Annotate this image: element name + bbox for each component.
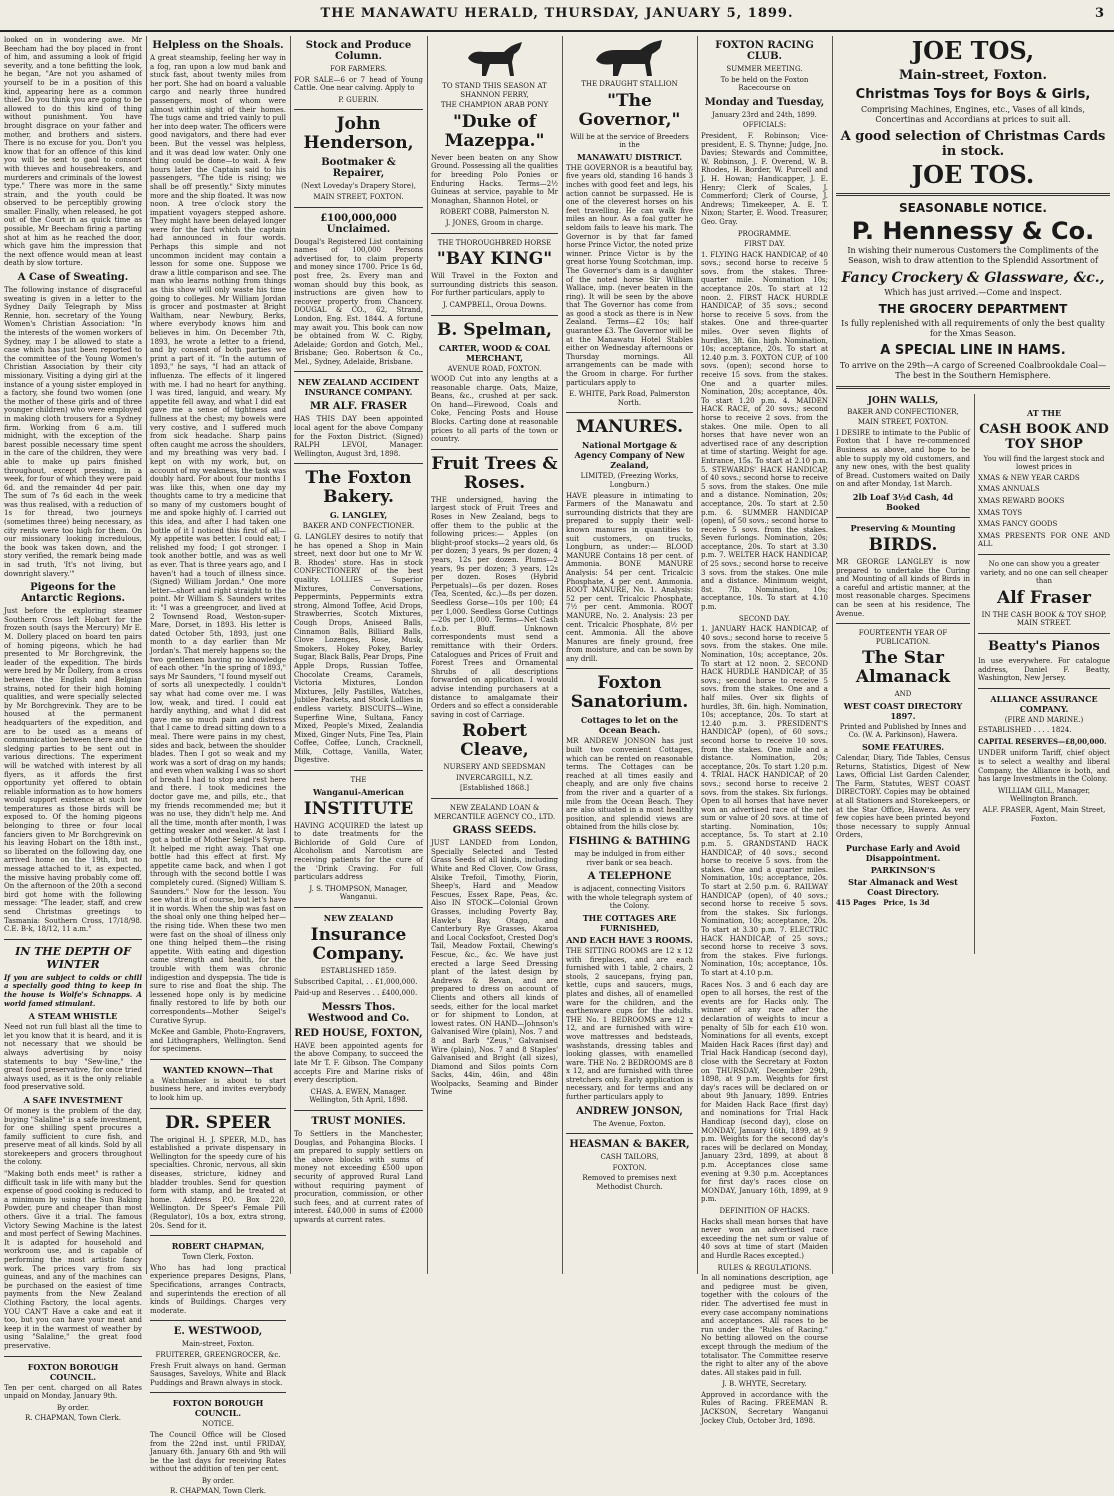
article-text: looked on in wondering awe. Mr Beecham had the boy placed in front of him, and assuming a look of frigid severity, and a tone befitting the look, he began, "Are not you ashamed of yourself to be in a position of this kind, appearing here as a common thief. Do you think you are going to be allowed to do this kind of thing without punishment. You have brought disgrace on your father and mother, and brothers and sisters. There is no excuse for you. Don't you know that for an offence of this kind you will be sent to gaol to consort with thieves and housebreakers, and murderers and criminals of the lowest type." There was more in the same strain, and the youth could be observed to be perceptibly growing smaller. Finally, when released, he got out of the Court in as quick time as possible, Mr Beecham firing a parting shot at him as he reached the door, which gave him the impression that the next offence would mean at least death by slow torture. xyxy=(4,36,142,268)
notice-text: The Council Office will be Closed from the 22nd inst. until FRIDAY, January 6th. January 6th and 9th will be the last days for receiving Rates without the addition of ten per cent. xyxy=(150,1430,286,1474)
ad-heading: Robert Cleave, xyxy=(460,721,529,761)
ad-text: may be indulged in from either river bank or sea beach. xyxy=(574,850,685,867)
ad-subheading: G. LANGLEY, xyxy=(329,510,388,521)
article-text: The following instance of disgraceful sweating is given in a letter to the Sydney Daily Telegraph by Miss Rennie, hon. secretary of the Young Women's Christian Association: "In the interests of the women workers of Sydney, may I be allowed to state a case which has just been reported to the committee of the Young Women's Christian Association by their city missionary. Visiting a dying girl at the instance of a young sister employed in a factory, she found two women (one the mother of these girls and of three younger children) who were employed in making cloth trousers for a Sydney firm. Working from 6 a.m. till midnight, with the exception of the barest possible necessary time spent in the care of the children, they were able to make up pairs finished throughout, except pressing, in a week, for four of which they were paid 6d. and the remainder 4d per pair. The sum of 7s 6d each in the week was thus realised, with a reduction of 1s for thread, two journeys (sometimes three) being necessary, as city rents were too high for them. On our missionary looking incredulous, the book was taken down, and the story verified, the remark being made in sad truth, 'It's not living, but downright slavery.'" xyxy=(4,286,142,578)
ad-heading: "Duke of Mazeppa." xyxy=(444,111,545,151)
ad-heading: A good selection of Christmas Cards in stock. xyxy=(840,129,1106,159)
ad-heading: JOHN WALLS, xyxy=(867,395,939,406)
ad-text: AVENUE ROAD, FOXTON. xyxy=(447,364,542,373)
ad-text: ESTABLISHED 1859. xyxy=(320,967,397,975)
divider xyxy=(978,554,1110,555)
ad-text: MAIN STREET, FOXTON. xyxy=(313,192,404,201)
notice-heading: FOXTON BOROUGH COUNCIL. xyxy=(27,1361,119,1382)
ad-text: LIMITED, (Freezing Works, Longburn.) xyxy=(580,472,679,489)
divider xyxy=(431,233,558,234)
column-rule xyxy=(974,394,975,954)
ad-text: Approved in accordance with the Rules of Racing. FREEMAN R. JACKSON, Secretary Wanganui Jockey Club, October 3rd, 1898. xyxy=(701,1390,828,1425)
ad-subheading: BAKER AND CONFECTIONER, xyxy=(847,407,959,416)
column-rule xyxy=(427,36,428,1274)
ad-subheading: A TELEPHONE xyxy=(587,871,672,883)
ad-heading: "The Governor," xyxy=(578,90,681,130)
divider xyxy=(4,1356,142,1357)
column-rule xyxy=(290,36,291,1274)
ad-text: The original H. J. SPEER, M.D., has established a private dispensary in Wellington for the speedy cure of his specialties. Chronic, nervous, all skin diseases, stricture, kidney and bladder troubles. Send for question form with stamp, and be treated at home. Address P.O. Box 220, Wellington. Dr Speer's Female Pill (Regulator), 10s a box, extra strong, 20s. Send for it. xyxy=(150,1135,286,1230)
ad-text: Subscribed Capital, . . £1,000,000. xyxy=(294,977,418,986)
ad-text: Removed to premises next Methodist Church. xyxy=(582,1174,677,1192)
ad-text: HAVING ACQUIRED the latest up to date treatments for the Bichloride of Gold Cure of Alcoholism and Narcotism are receiving patients for the cure of the 'Drink Craving. For full particulars address xyxy=(294,821,423,882)
ad-subheading: (FIRE AND MARINE.) xyxy=(1004,715,1084,724)
ad-sign: ANDREW JONSON, xyxy=(576,1105,683,1117)
column-rule xyxy=(146,36,147,1274)
ad-subheading: THE THOROUGHBRED HORSE xyxy=(437,238,552,247)
ad-text: Which has just arrived.—Come and inspect. xyxy=(884,288,1062,297)
ad-subheading: THE COTTAGES ARE FURNISHED, xyxy=(582,912,677,933)
divider xyxy=(150,1320,286,1321)
ad-heading: WANTED KNOWN—That xyxy=(163,1064,273,1075)
notice-sign: R. CHAPMAN, Town Clerk. xyxy=(170,1487,266,1496)
divider xyxy=(431,315,558,316)
ad-text: McKee and Gamble, Photo-Engravers, and Lithographers, Wellington. Send for specimens. xyxy=(150,1028,286,1054)
ad-heading: £100,000,000 Unclaimed. xyxy=(320,212,397,235)
notice-heading: FOXTON BOROUGH COUNCIL. xyxy=(172,1398,264,1419)
ad-text: Hacks shall mean horses that have never won an advertised race exceeding the net sum or value of 40 sovs at time of start (Maiden and Hurdle Races excepted.) xyxy=(701,1217,828,1260)
ad-heading: P. Hennessy & Co. xyxy=(851,217,1095,245)
ad-heading: Fruit Trees & Roses. xyxy=(431,453,558,493)
ad-subheading: NEW ZEALAND xyxy=(323,913,394,923)
ad-text: President, F. Robinson; Vice-president, E. S. Thynne; Judge, Jno. Davies; Stewards and Committee, W. Robinson, J. F. Overend, W. B. Rhodes, H. Border, W. Purcell and J. H. Howan; Handicapper, J. E. Henry; Clerk of Scales, J. Commerford; Clerk of Course, J. Andrews; Timekeeper, A. E. T. Nixon; Starter, E. Wood. Treasurer, Geo. Gray. xyxy=(701,131,828,226)
ad-subheading: Purchase Early and Avoid Disappointment. xyxy=(845,843,961,863)
ad-heading: FOXTON RACING CLUB. xyxy=(715,40,814,62)
divider xyxy=(294,1110,423,1111)
notice-subheading: NOTICE. xyxy=(202,1420,234,1429)
ad-subheading: THE DRAUGHT STALLION xyxy=(581,80,678,88)
ad-heading: The Foxton Bakery. xyxy=(305,468,412,508)
ad-heading: THE GROCERY DEPARTMENT xyxy=(878,301,1068,316)
ad-text: THE GOVERNOR is a beautiful bay, five years old, standing 16 hands 3 inches with good feet and legs, his action cannot be surpassed. He is one of the cleverest horses on his feet travelling. He can walk five miles an hour. As a foal gutter he seldom fails to leave his mark. The Governor is by that far famed horse Prince Victor, the noted prize winner. Prince Victor is by the great horse Young Scotchman, imp. The Governor's dam is a daughter of the noted horse Sir William Wallace, imp. (never beaten in the ring). It will be seen by the above that The Governor has come from as good a stock as there is in New Zealand. Terms—£2 10s; half guarantee £3. The Governor will be at the Manawatu Hotel Stables either on Wednesday afternoons or Thursday mornings. All arrangements can be made with the Groom in charge. For further particulars apply to xyxy=(566,163,693,387)
ad-text: HAS THIS DAY been appointed local agent for the above Company for the Foxton District. (Signed) RALPH LEVOI, Manager. Wellington, August 3rd, 1898. xyxy=(294,415,423,458)
ad-heading: RED HOUSE, FOXTON, xyxy=(294,1027,423,1039)
divider xyxy=(294,770,423,771)
ad-text: THE xyxy=(350,776,367,785)
ad-text: To be held on the Foxton Racecourse on xyxy=(720,75,809,93)
column-3 xyxy=(294,36,423,1276)
ad-text: MAIN STREET, FOXTON. xyxy=(857,418,949,427)
column-rule xyxy=(562,36,563,1274)
ad-heading: B. Spelman, xyxy=(437,319,552,340)
article-heading: Pigeons for the Antarctic Regions. xyxy=(21,582,125,605)
ad-sign: ROBERT COBB, Palmerston N. xyxy=(439,208,550,217)
notice-sign: By order. xyxy=(201,1476,235,1485)
ad-text: THE undersigned, having the largest stock of Fruit Trees and Roses in New Zealand, begs to offer them to the public at the following prices:— Apples (on blight-proof stocks—2 years old, 6s per dozen; 3 years, 9s per dozen; 4 years, 12s per dozen. Plums—2 years, 9s per dozen; 3 years, 12s per dozen. Roses (Hybrid Perpetuals)—6s per dozen. Roses (Tea, Scented, &c.)—8s per dozen. Seedless Gorse—10s per 100; £4 per 1,000. Seedless Gorse Cuttings—20s per 1,000. Terms—Net Cash f.o.b. Bluff. Unknown correspondents must send a remittance with their Orders. Catalogues and Prices of Fruit and Forest Trees and Ornamental Shrubs of all descriptions forwarded on application. I would advise intending purchasers at a distance to amalgamate their Orders and so effect a considerable saving in cost of Carriage. xyxy=(431,495,558,719)
divider xyxy=(566,1133,693,1134)
article-heading: A Case of Sweating. xyxy=(17,272,129,284)
ad-sign: ALF. FRASER, Agent, Main Street, Foxton. xyxy=(982,806,1106,823)
ad-subheading: SOME FEATURES. xyxy=(862,742,944,753)
divider xyxy=(150,1392,286,1393)
ad-text: Will Travel in the Foxton and surrounding districts this season. For further particulars, apply to xyxy=(431,272,558,298)
list-item: XMAS FANCY GOODS xyxy=(978,520,1058,529)
ad-text: MR ANDREW JONSON has just built two convenient Cottages, which can be rented on reasonable terms. The Cottages can be reached at all times easily and cheaply, and are only five chains from the river and a quarter of a mile from the Ocean Beach. They are also situated in a most healthy position, and splendid views are obtained from the hills close by. xyxy=(566,737,693,832)
ad-text: If you are subject to colds or chill a specially good thing to keep in the house is Wolfe's Schnapps. A world famed stimulant. xyxy=(4,972,142,1008)
page-number: 3 xyxy=(1094,6,1104,21)
ad-heading: The Star Almanack xyxy=(855,648,951,688)
ad-heading: TRUST MONIES. xyxy=(311,1115,406,1127)
ad-subheading: Main-street, Foxton. xyxy=(181,1340,255,1349)
column-6 xyxy=(701,36,828,1425)
ad-subheading: Preserving & Mounting xyxy=(850,522,956,533)
ad-text: is adjacent, connecting Visitors with the whole telegraph system of the Colony. xyxy=(566,885,693,911)
ad-heading: Star Almanack and West Coast Directory. xyxy=(848,877,958,897)
ad-heading: BIRDS. xyxy=(868,534,938,555)
ad-subheading: SUMMER MEETING. xyxy=(726,65,803,73)
divider xyxy=(150,1059,286,1060)
column-1 xyxy=(4,36,142,1423)
ad-subheading: INVERCARGILL, N.Z. xyxy=(456,773,533,782)
ad-heading: John Henderson, xyxy=(303,114,414,154)
column-rule xyxy=(832,36,833,1274)
ad-subheading: Town Clerk, Foxton. xyxy=(182,1253,254,1262)
ad-text: Need not run full blast all the time to let you know that it is heard, and it is not necessary that we should be always advertising by noisy statements to buy "Sew-line," the great food preservative, for once tried always used, as it is the only reliable food preservative sold. xyxy=(4,1023,142,1092)
ad-heading: "BAY KING" xyxy=(436,249,553,270)
ad-heading: A SPECIAL LINE IN HAMS. xyxy=(880,342,1066,358)
ad-text: Races Nos. 3 and 6 each day are open to all horses, the rest of the events are for Hacks only. The winner of any race after the declaration of weights to incur a penalty of 5lb for each £10 won. Nominations for all events, except Maiden Hack Races (first day) and Trial Hack Handicap (second day), close with the Secretary at Foxton on THURSDAY, December 29th, 1898, at 9 p.m. Weights for first day's races will be declared on or about 9th January, 1899. Entries for Maiden Hack Race (first day) and nominations for Trial Hack Handicap (second day), close on MONDAY, January 16th, 1899, at 9 p.m. Weights for the second day's races will be declared on Monday, January 23rd, 1899, at about 8 p.m. Acceptances close same evening at 9.30 p.m. Acceptances for first day's races close on MONDAY, January 16th, 1899, at 9 p.m. xyxy=(701,980,828,1204)
ad-heading: MANURES. xyxy=(575,417,684,438)
divider xyxy=(4,939,142,940)
divider xyxy=(294,207,423,208)
divider xyxy=(566,412,693,413)
ad-text xyxy=(836,899,970,908)
ad-subheading: OFFICIALS: xyxy=(742,121,787,130)
ad-heading: Foxton Sanatorium. xyxy=(570,673,689,713)
article-text: Just before the exploring steamer Southern Cross left Hobart for the frozen south (says the Mercury) Mr E. M. Dollery placed on board ten pairs of homing pigeons, which he had presented to Mr Borchgrevink, the leader of the expedition. The birds were bred by Mr Dollery, from a cross between the English and Belgian strains, noted for their high homing qualities, and were specially selected by Mr Borchgrevink. They are to be housed at the permanent headquarters of the expedition, and are to be used as a means of communication between there and the sledging parties to be sent out in various directions. The experiment will be watched with interest by all flyers, as it affords the first opportunity yet offered to obtain reliable information as to how homers would support existence at such low temperatures as those birds will be exposed to. Of the homing pigeons belonging to three or four local fanciers given to Mr Borchgrevink on his leaving Hobart on the 18th inst., so liberated on the following day, one arrived home on the 19th, but no message attached to it, as expected, the missive having probably come off. On the afternoon of the 20th a second bird got home with the following message: "The leader, staff, and crew send Christmas greetings to Tasmania: Southern Cross, 17/18/98. C.E. B-k, 18/12, 11 a.m." xyxy=(4,607,142,934)
ad-subheading: AT THE xyxy=(1026,407,1062,418)
ad-text: IN THE CASH BOOK & TOY SHOP, MAIN STREET. xyxy=(981,610,1107,628)
ad-text: Is fully replenished with all requirements of only the best quality for the Xmas Season. xyxy=(841,318,1105,338)
notice-text: Ten per cent. charged on all Rates unpaid on Monday, January 9th. xyxy=(4,1383,142,1401)
ad-text: Will be at the service of Breeders in the xyxy=(570,132,689,150)
masthead-title: THE MANAWATU HERALD, THURSDAY, JANUARY 5, 1899. xyxy=(320,6,794,21)
ad-heading: E. WESTWOOD, xyxy=(173,1326,263,1338)
ad-text: January 23rd and 24th, 1899. xyxy=(712,110,817,119)
ad-subheading: FOR FARMERS. xyxy=(330,65,387,73)
column-5 xyxy=(566,36,693,1276)
column-2 xyxy=(150,36,286,1496)
ad-heading: HEASMAN & BAKER, xyxy=(569,1139,690,1151)
ad-heading: ALLIANCE ASSURANCE COMPANY. xyxy=(990,693,1098,714)
ad-text: To Settlers in the Manchester, Douglas, and Pohangina Blocks. I am prepared to supply settlers on the above blocks with sums of money not exceeding £500 upon security of approved Rural Land without requiring payment of procuration, commission, or other such fees, and at current rates of interest. £40,000 in sums of £2000 upwards at current rates. xyxy=(294,1129,423,1224)
column-7 xyxy=(836,36,1110,1276)
ad-text: Calendar, Diary, Tide Tables, Census Returns, Statistics, Digest of New Laws, Official List Garden Calender, The Farm, Statutes, WEST COAST DIRECTORY. Copies may be obtained at all Stationers and Storekeepers, or at the Star Office, Hawera. As very few copies have been printed beyond those necessary to supply Annual Orders, xyxy=(836,754,970,840)
notice-sign: R. CHAPMAN, Town Clerk. xyxy=(25,1414,121,1423)
ad-heading: GRASS SEEDS. xyxy=(452,825,537,837)
ad-sign: J. S. THOMPSON, Manager, Wanganui. xyxy=(309,884,408,902)
ad-heading: INSTITUTE xyxy=(303,798,414,819)
ad-heading: Alf Fraser xyxy=(997,587,1091,608)
ad-subheading: PARKINSON'S xyxy=(870,865,936,875)
divider xyxy=(566,668,693,669)
ad-text: Paid-up and Reserves . . £400,000. xyxy=(294,989,418,998)
divider xyxy=(836,623,970,624)
ad-heading: Beatty's Pianos xyxy=(988,638,1100,654)
ad-subheading: AND EACH HAVE 3 ROOMS. xyxy=(566,934,693,945)
ad-text: Dougal's Registered List containing names of 100,000 Persons advertised for, to claim property and money since 1700. Price 1s 6d, post free, 2s. Every man and woman should buy this book, as instructions are given how to recover property from Chancery. DOUGAL & CO., 62, Strand, London, Eng. Est. 1844. A fortune may await you. This book can now be obtained from W. C. Rigby, Adelaide; Gordon and Gotch, Mel., Brisbane; Geo. Robertson & Co., Mel., Sydney, Adelaide, Brisbane. xyxy=(294,237,423,366)
divider xyxy=(150,1108,286,1109)
ad-subheading: National Mortgage & Agency Company of New Zealand, xyxy=(574,440,685,471)
notice-sign: By order. xyxy=(56,1403,90,1412)
ad-subheading: RULES & REGULATIONS. xyxy=(717,1263,812,1272)
ad-text: Who has had long practical experience prepares Designs, Plans, Specifications, arranges Contracts, and superintends the erection of all kinds of Buildings. Charges very moderate. xyxy=(150,1263,286,1315)
ad-text: In wishing their numerous Customers the Compliments of the Season, wish to draw attention to the Splendid Assortment of xyxy=(847,246,1099,265)
ad-sign: J. CAMPBELL, Oroua Downs. xyxy=(442,300,547,309)
ad-text: 1. FLYING HACK HANDICAP, of 40 sovs.; second horse to receive 5 sovs. from the stakes. Three-quarter mile. Nomination 10s; acceptance 20s. To start at 12 noon. 2. FIRST HACK HURDLE HANDICAP, of 35 sovs.; second horse to receive 5 sovs. from the stakes. One and three-quarter miles. Over seven flights of hurdles, 3ft. 6in. high. Nomination, 10s; acceptance, 20s. To start at 12.40 p.m. 3. FOXTON CUP, of 100 sovs. (open); second horse to receive 15 sovs. from the stakes. One and a quarter miles. Nomination, 20s; acceptance, 40s. To start 1.20 p.m. 4. MAIDEN HACK RACE, of 20 sovs.; second horse to receive 2 sovs. from the stakes. One mile. Open to all horses that have never won an advertised race of any description at time of starting. Weight for age. Entrance, 15s. To start at 2.10 p.m. 5. STEWARDS' HACK HANDICAP, of 40 sovs.; second horse to receive 5 sovs. from the stakes. One mile and a distance. Nomination, 20s; acceptance, 20s. To start at 2.50 p.m. 6. SUMMER HANDICAP (open), of 50 sovs.; second horse to receive 5 sovs. from the stakes. Seven furlongs. Nomination, 20s; acceptance, 20s. To start at 3.30 p.m. 7. WELTER HACK HANDICAP, of 25 sovs.; second horse to receive 3 sovs. from the stakes. One mile and a distance. Minimum weight, 8st. 7lb. Nomination, 10s; acceptance, 10s. To start at 4.10 p.m. xyxy=(701,250,828,612)
ad-subheading: BAKER AND CONFECTIONER. xyxy=(302,522,415,531)
ad-text: FOURTEENTH YEAR OF PUBLICATION. xyxy=(858,629,948,646)
ad-text: To arrive on the 29th—A cargo of Screened Coalbrookdale Coal—The best in the Southern Hemisphere. xyxy=(839,360,1107,380)
divider xyxy=(431,798,558,799)
ad-heading: JOE TOS, xyxy=(911,36,1035,65)
page-count: 415 Pages xyxy=(836,898,876,907)
ad-subheading: WEST COAST DIRECTORY 1897. xyxy=(843,700,963,721)
ad-text: WOOD Cut into any lengths at a reasonable charge. Oats, Maize, Beans, &c., crushed at per sack. On hand—Firewood, Coals and Coke, Fencing Posts and House Blocks. Carting done at reasonable prices to all parts of the town or country. xyxy=(431,375,558,444)
ad-text: No one can show you a greater variety, and no one can sell cheaper than xyxy=(980,559,1108,586)
list-item: XMAS & NEW YEAR CARDS xyxy=(978,473,1080,482)
section-heading: Stock and Produce Column. xyxy=(305,40,412,62)
ad-subheading: NEW ZEALAND LOAN & MERCANTILE AGENCY CO., LTD. xyxy=(433,804,556,821)
ad-text: HAVE been appointed agents for the above Company, to succeed the late Mr T. F. Gibson. The Company accepts Fire and Marine risks of every description. xyxy=(294,1041,423,1085)
ad-heading: 2lb Loaf 3½d Cash, 4d Booked xyxy=(852,491,954,512)
ad-text: CAPITAL RESERVES—£8,00,000. xyxy=(978,736,1107,746)
ad-heading: NEW ZEALAND ACCIDENT INSURANCE COMPANY. xyxy=(297,377,420,398)
ad-heading: ROBERT CHAPMAN, xyxy=(171,1241,265,1252)
column-rule xyxy=(697,36,698,1274)
ad-text: 1. JANUARY HACK HANDICAP, of 40 sovs.; second horse to receive 5 sovs. from the stakes. One mile. Nomination, 10s; acceptance, 20s. To start at 12 noon. 2. SECOND HACK HURDLE HANDICAP, of 35 sovs.; second horse to receive 5 sovs. from the stakes. One and a half miles. Over six flights of hurdles, 3ft. 6in. high. Nomination, 10s; acceptance, 20s. To start at 12.40 p.m. 3. PRESIDENT'S HANDICAP (open), of 60 sovs.; second horse to receive 10 sovs. from the stakes. One mile and a distance. Nomination, 20s; acceptance, 20s. To start 1.20 p.m. 4. TRIAL HACK HANDICAP, of 20 sovs.; second horse to receive 2 sovs. from the stakes. Six furlongs. Open to all horses that have never won an advertised race of the net sum or value of 20 sovs. at time of starting. Nomination, 10s; acceptance, 5s. To start at 2.10 p.m. 5. GRANDSTAND HACK HANDICAP, of 40 sovs.; second horse to receive 5 sovs. from the stakes. One and a quarter miles. Nomination, 10s; acceptance, 20s. To start at 2.50 p.m. 6. RAILWAY HANDICAP (open), of 40 sovs.; second horse to receive 5 sovs. from the stakes. Six furlongs. Nomination, 10s; acceptance, 20s. To start at 3.30 p.m. 7. ELECTRIC HACK HANDICAP, of 25 sovs.; second horse to receive 3 sovs. from the stakes. Five furlongs. Nomination, 10s; acceptance, 10s. To start at 4.10 p.m. xyxy=(701,625,828,977)
divider xyxy=(836,517,970,518)
article-text: A great steamship, feeling her way in a fog, ran upon a low mud bank and stuck fast, about twenty miles from her port. She had on board a valuable cargo and nearly three hundred passengers, most of whom were almost within sight of their homes. The tugs came and tried vainly to pull her into deep water. The officers were good navigators, and there had ever been. But the vessel was helpless, and it was dead low water. Only one thing could be done—to wait. A few hours later the Captain said to his passengers, "The tide is rising; we shall be off presently." Sixty minutes more and the ship floated. It was now noon. A tree o'clock story the impatient voyagers stepped ashore. They might have been delayed longer were for the fact which the captain had announced in four words. Perhaps this simple and not uncommon incident may contain a lesson for some one. Suppose we draw a little comparison and see. The man who learns nothing from things as this show will only waste his time going to colleges. Mr William Jordan is grocer and postmaster at Bright Waltham, near Newbury, Berks, where everybody knows him and believes in him. On December 7th, 1893, he wrote a letter to a friend, and by consent of both parties we print a part of it. "In the autumn of 1893," he says, "I had an attack of influenza. The effects of it lingered with me. I had no heart for anything. I was tired, languid, and weary. My appetite fell away, and what I did eat gave me a sense of tightness and fullness at the chest; my bowels were very costive, and I suffered much from sick headache. Sharp pains often caught me across the shoulders, and my breathing was very bad. I kept on with my work, but, on account of my weakness, the task was doubly hard. For about four months I was like this, when one day my thoughts came to try a medicine that so many of my customers bought of me and spoke highly of. I carried out this idea, and after I had taken one bottle of it I noticed this first of all—My appetite was better. I could eat; I relished my food; I got stronger. I took another bottle, and was as well as ever. That is three years ago, and I haven't had a touch of illness since. (Signed) William Jordan." One more letter—short and right straight to the point. Mr William S. Saunders writes it: "I was a greengrocer, and lived at 2 Townsend Road, Weston-super-Mare, Dorset, in 1893. His letter is dated October 5th, 1893, just one month to a day earlier than Mr Jordan's. That merely happens so; the two gentlemen having no knowledge of each other. "In the spring of 1893," says Mr Saunders, "I found myself out of sorts all unexpectedly. I couldn't say what had come over me. I was low, weak, and tired. I could eat hardly anything, and what I did eat gave me so much pain and distress that I came to dread sitting down to a meal. There were pains in my chest, sides and back, between the shoulder blades. Then I got so weak and my work was a sort of drag on my hands; and even when walking I was so short of breath I had to stop and rest here and there. I took medicines the doctor gave me, and pills, etc., that my friends recommended me; but it was no use, they didn't help me. And all the time, month after month, I was getting weaker and weaker. At last I got a bottle of Mother Seigel's Syrup. It helped me right away. That one bottle had this effect at first. My appetite came back, and when I got through with the second bottle I was completely cured. (Signed) William S. Saunders." Now for the lesson. You see what it is of course, but let's have it in words. When the ship was fast on the shoal only one thing helped her—the rising tide. When these two men were fast on the shoal of illness only one thing helped them—the rising appetite. With eating and digestion came strength and health, for the trouble with them was chronic indigestion and dyspepsia. The tide is sure to rise and float the ship. The lessened hope only is by medicine finally restored to life by both our correspondents—Mother Seigel's Curative Syrup. xyxy=(150,54,286,1025)
ad-heading: Christmas Toys for Boys & Girls, xyxy=(855,87,1091,102)
ad-heading: JOE TOS. xyxy=(911,160,1035,189)
ad-subheading: FOXTON. xyxy=(612,1163,647,1172)
ad-text: Of money is the problem of the day, buying "Salaline" is a safe investment, for one shilling spent procures a family sufficient to cure fish, and preserve meat of all kinds. Sold by all storekeepers and grocers throughout the colony. xyxy=(4,1106,142,1167)
ad-subheading: Wanganui-American xyxy=(313,786,404,797)
ad-sign: E. WHITE, Park Road, Palmerston North. xyxy=(569,390,690,407)
ad-subheading: Monday and Tuesday, xyxy=(704,96,825,108)
ad-subheading: MR ALF. FRASER xyxy=(309,401,408,413)
divider xyxy=(836,386,1110,389)
ad-subheading: Main-street, Foxton. xyxy=(899,68,1047,83)
ad-sign: WILLIAM GILL, Manager, Wellington Branch. xyxy=(997,786,1091,804)
ad-subheading: Bootmaker & Repairer, xyxy=(321,157,396,180)
price: Price, 1s 3d xyxy=(883,898,930,907)
ad-text: JUST LANDED from London, Specially Selected and Tested Grass Seeds of all kinds, including White and Red Clover, Cow Grass, Alsike Trefoil, Timothy, Fiorin, Sheep's, Hard and Meadow Fescues, Essex Rape, Peas, &c. Also IN STOCK—Colonial Grown Grasses, including Poverty Bay, Hawke's Bay, Otago, and Canterbury Rye Grasses, Akaroa and Local Cocksfoot, Crested Dog's Tail, Meadow Foxtail, Chewing's Fescue, &c., &c. We have just erected a large Seed Dressing plant of the latest design by Andrews & Bevan, and are prepared to dress on account of Clients and others all kinds of seeds, either for the local market or for shipment to London, at lowest rates. ON HAND—Johnson's Galvanised Wire (plain), Nos. 7 and 8 and Barb "Zeus," Galvanised Wire (plain), Nos. 7 and 8 Staples' Galvanised and Bright (all sizes), Diamond and Silos points Corn Sacks, 44in, 46in, and 48in Woolpacks, Seaming and Binder Twine xyxy=(431,839,558,1097)
ad-text: I DESIRE to intimate to the Public of Foxton that I have re-commenced Business as above, and hope to be able to supply my old customers, and any new ones, with the best quality of Bread. Customers waited on Daily on and after Monday, 1st March. xyxy=(836,428,970,489)
ad-sign: CHAS. A. EWEN, Manager. Wellington, 5th April, 1898. xyxy=(309,1087,408,1105)
ad-text: Comprising Machines, Engines, etc., Vases of all kinds, Concertinas and Accordians at prices to suit all. xyxy=(861,105,1085,124)
ad-heading: SEASONABLE NOTICE. xyxy=(899,201,1047,215)
divider xyxy=(836,193,1110,196)
list-item: XMAS TOYS xyxy=(978,508,1023,517)
divider xyxy=(294,371,423,372)
ad-subheading: Cottages to let on the Ocean Beach. xyxy=(580,715,679,736)
ad-text: FOR SALE—6 or 7 head of Young Cattle. One near calving. Apply to xyxy=(294,75,423,93)
ad-subheading: FRUITERER, GREENGROCER, &c. xyxy=(155,1350,281,1359)
ad-subheading: PROGRAMME. xyxy=(737,229,792,238)
ad-subheading: Messrs Thos. Westwood and Co. xyxy=(307,1001,410,1024)
ad-heading: A STEAM WHISTLE xyxy=(28,1011,118,1022)
ad-text: [Established 1868.] xyxy=(459,784,530,793)
draught-horse-illustration-icon xyxy=(590,38,670,78)
column-4 xyxy=(431,36,558,1276)
divider xyxy=(294,463,423,464)
ad-subheading: DEFINITION OF HACKS. xyxy=(719,1207,810,1215)
ad-heading: CASH BOOK AND TOY SHOP xyxy=(979,421,1109,452)
ad-subheading: SECOND DAY. xyxy=(738,614,791,623)
list-item: XMAS ANNUALS xyxy=(978,485,1040,494)
list-item: XMAS PRESENTS FOR ONE AND ALL xyxy=(978,531,1110,549)
divider xyxy=(150,1235,286,1236)
ad-subheading: THE CHAMPION ARAB PONY xyxy=(440,101,549,110)
ad-text: a Watchmaker is about to start business here, and invites everybody to look him up. xyxy=(150,1076,286,1103)
ad-heading: IN THE DEPTH OF WINTER xyxy=(15,944,131,971)
ad-sign: J. B. WHYTE, Secretary. xyxy=(722,1380,807,1389)
ad-text: Never been beaten on any Show Ground. Possessing all the qualities for breeding Polo Ponies or Enduring Hacks. Terms—2½ Guineas at service, payable to Mr Monaghan, Shannon Hotel, or xyxy=(431,153,558,205)
ad-subheading: MANAWATU DISTRICT. xyxy=(576,151,682,162)
divider xyxy=(978,688,1110,689)
ad-text: ESTABLISHED . . . . 1824. xyxy=(978,726,1072,735)
ad-text: The Avenue, Foxton. xyxy=(593,1119,666,1128)
ad-subheading: NURSERY AND SEEDSMAN xyxy=(443,763,546,772)
ad-text: Printed and Published by Innes and Co. (W. A. Parkinson), Hawera. xyxy=(839,722,967,740)
ad-heading: Insurance Company. xyxy=(310,925,407,964)
ad-sign: J. JONES, Groom in charge. xyxy=(445,218,544,227)
ad-subheading: TO STAND THIS SEASON AT SHANNON FERRY, xyxy=(442,82,547,99)
ad-text: In all nominations description, age and pedigree must be given, together with the colours of the rider. The advertised fee must in every case accompany nominations and acceptances. All races to be run under the "Rules of Racing." No betting allowed on the course except through the medium of the totalisator. The Committee reserve the right to alter any of the above dates. All stakes paid in full. xyxy=(701,1274,828,1377)
ad-heading: DR. SPEER xyxy=(165,1112,271,1133)
list-item: XMAS REWARD BOOKS xyxy=(978,496,1065,505)
ad-subheading: FIRST DAY. xyxy=(744,240,785,249)
ad-text: "Making both ends meet" is rather a difficult task in life with many but the expense of good cooking is reduced to a minimum by using the Sun Baking Powder, pure and cheaper than most others. Give it a trial. The famous Victory Sewing Machine is the latest and most perfect of Sewing Machines. It is adapted for household and workroom use, and is capable of performing the most artistic fancy work. The prices vary from six guineas, and any of the machines can be purchased on the easiest of time payments from the New Zealand Clothing Factory, the local agents. YOU CAN'T Have a cake and eat it too, but you can have your meat and keep it in the warmest of weather by using "Salaline," the great food preservative. xyxy=(4,1170,142,1350)
masthead xyxy=(0,0,1114,32)
ad-subheading: FISHING & BATHING xyxy=(568,836,691,847)
lower-left-ads xyxy=(836,394,970,911)
ad-text: Fresh Fruit always on hand. German Sausages, Saveloys, White and Black Puddings and Brawn always in stock. xyxy=(150,1361,286,1387)
ad-text: You will find the largest stock and lowest prices in xyxy=(983,454,1105,472)
article-heading: Helpless on the Shoals. xyxy=(152,40,284,51)
ad-text: UNDER uniform Tariff, chief object is to select a wealthy and liberal Company, the Alliance is both, and has large Investments in the Colony. xyxy=(978,749,1110,784)
divider xyxy=(431,449,558,450)
ad-subheading: CARTER, WOOD & COAL MERCHANT, xyxy=(438,342,551,363)
lower-right-ads xyxy=(978,394,1110,826)
ad-subheading: CASH TAILORS, xyxy=(600,1153,659,1162)
ad-text: MR GEORGE LANGLEY is now prepared to undertake the Curing and Mounting of all kinds of Birds in a careful and artistic manner, at the most reasonable charges. Specimens can be seen at his residence, The Avenue. xyxy=(836,557,970,618)
divider xyxy=(294,907,423,908)
divider xyxy=(978,633,1110,634)
horse-illustration-icon xyxy=(460,38,530,80)
ad-sign: P. GUERIN. xyxy=(338,95,379,104)
ad-text: AND xyxy=(894,690,912,699)
ad-text: In use everywhere. For catalogue address, Daniel F. Beatty, Washington, New Jersey. xyxy=(978,656,1110,683)
ad-text: (Next Loveday's Drapery Store), xyxy=(301,182,416,191)
divider xyxy=(294,109,423,110)
ad-text: G. LANGLEY desires to notify that he has opened a Shop in Main street, next door but one to Mr W. B. Rhodes' store. Has in stock CONFECTIONERY of the best quality. LOLLIES — Superior Mixtures, Conversations, Peppermints, Peppermints extra strong, Almond Toffee, Acid Drops, Strawberries, Scotch Mixtures, Cough Drops, Aniseed Balls, Cinnamon Balls, Billiard Balls, Clove Lozenges, Rose, Musk, Smokers, Hokey Pokey, Barley Sugar, Black Balls, Pear Drops, Pine Apple Drops, Russian Toffee, Chocolate Creams, Caramels, Victoria Mixtures, London Mixtures, Jelly Pastilles, Watches, Jubilee Packets, and Stock Lollies in endless variety. BISCUITS—Wine, Superfine Wine, Sultana, Fancy Mixed, People's Mixed, Zealandia Mixed, Ginger Nuts, Fine Tea, Plain Coffee, Coffee, Lunch, Cracknell, Milk, Cottage, Vanilla, Water, Digestive. xyxy=(294,533,423,765)
ad-text: THE SITTING ROOMS are 12 x 12 with fireplaces, and are each furnished with 1 table, 2 chairs, 2 stools, 2 saucepans, frying pan, kettle, cups and saucers, mugs, plates and dishes, all of enamelled ware for the children, and the earthenware cups for the adults. THE No. 1 BEDROOMS are 12 x 12, and are furnished with wire-wove mattresses and bedsteads, washstands, dressing tables and looking glasses, with enamelled ware. THE No. 2 BEDROOMS are 8 x 12, and are furnished with three stretchers only. Early application is necessary, and for terms and any further particulars apply to xyxy=(566,946,693,1102)
ad-heading: Fancy Crockery & Glassware, &c., xyxy=(841,270,1105,286)
ad-text: HAVE pleasure in intimating to Farmers of the Manawatu and surrounding districts that they are prepared to supply their well-known manures in quantities to suit customers, on trucks, Longburn, as under:— BLOOD MANURE Contains 18 per cent. of Ammonia. BONE MANURE Analysis: 54 per cent. Tricalcic Phosphate, 4 per cent. Ammonia. ROOT MANURE, No. 1. Analysis: 52 per cent. Tricalcic Phosphate, 7½ per cent. Ammonia. ROOT MANURE, No. 2. Analysis: 23 per cent. Tricalcic Phosphate, 8½ per cent. Ammonia. All the above Manures are finely ground, free from moisture, and can be sown by any drill. xyxy=(566,491,693,663)
lower-ads xyxy=(836,394,1110,954)
ad-heading: A SAFE INVESTMENT xyxy=(23,1094,123,1105)
